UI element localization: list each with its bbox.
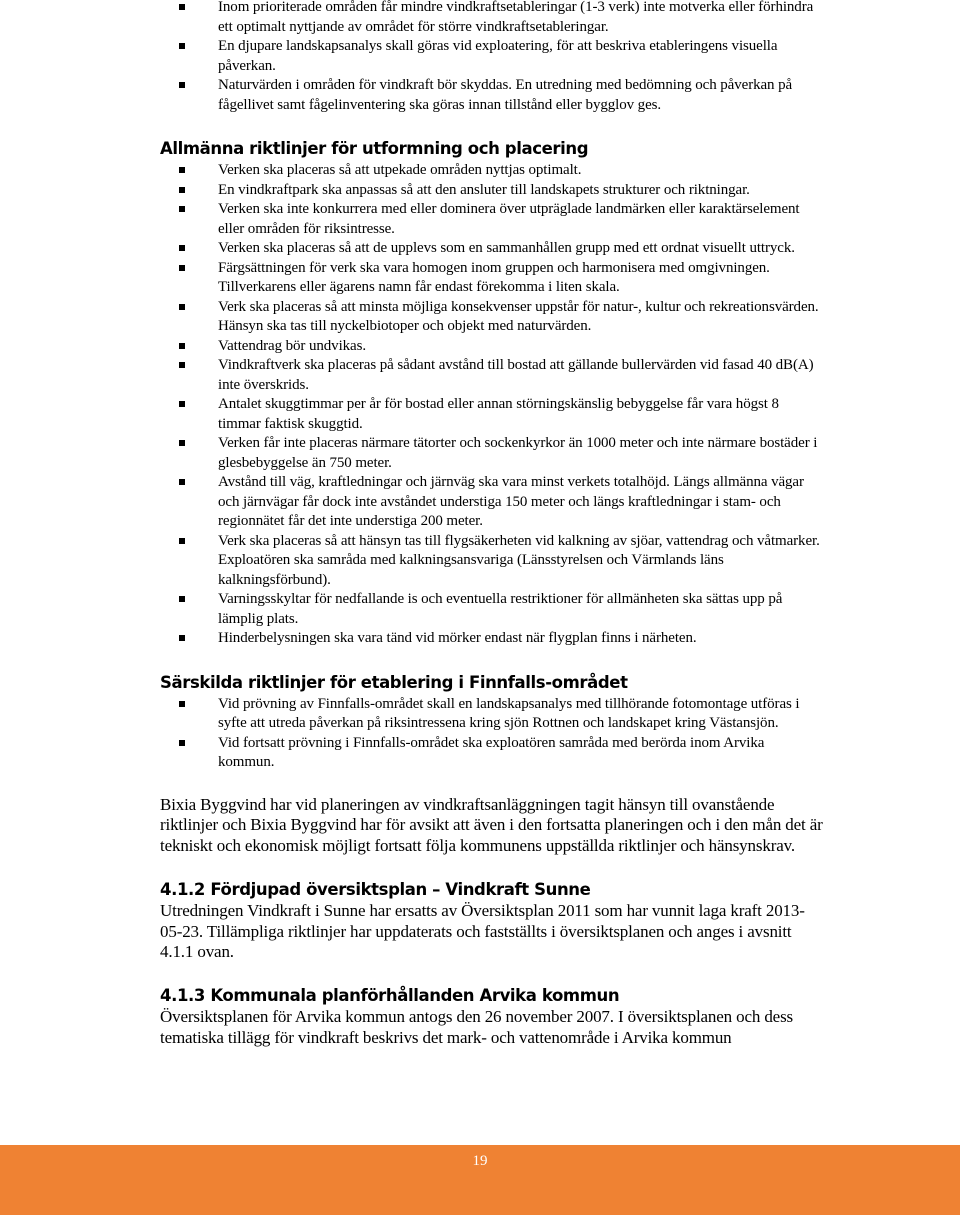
bullet-icon xyxy=(179,82,185,88)
list-item: Hinderbelysningen ska vara tänd vid mörker endast när flygplan finns i närheten. xyxy=(160,629,820,649)
bullet-icon xyxy=(179,635,185,641)
section-heading-finnfall: Särskilda riktlinjer för etablering i Finnfalls-området xyxy=(160,672,628,692)
list-item: En vindkraftpark ska anpassas så att den ansluter till landskapets strukturer och riktningar. xyxy=(160,181,820,201)
bullet-list-finnfall xyxy=(0,695,960,773)
bullet-list-general xyxy=(0,161,960,649)
list-item: Antalet skuggtimmar per år för bostad eller annan störningskänslig bebyggelse får vara högst 8 timmar faktisk skuggtid. xyxy=(160,395,820,434)
list-item: Verken ska placeras så att de upplevs som en sammanhållen grupp med ett ordnat visuellt uttryck. xyxy=(160,239,820,259)
bullet-icon xyxy=(179,440,185,446)
list-item: Verk ska placeras så att minsta möjliga konsekvenser uppstår för natur-, kultur och rekreationsvärden. Hänsyn ska tas till nyckelbiotoper och objekt med naturvärden. xyxy=(160,298,820,337)
bullet-icon xyxy=(179,701,185,707)
list-item: Avstånd till väg, kraftledningar och järnväg ska vara minst verkets totalhöjd. Längs allmänna vägar och järnvägar får dock inte avståndet understiga 150 meter och längs kraftledningar i stam- och regionnätet får det inte understiga 200 meter. xyxy=(160,473,820,532)
bullet-icon xyxy=(179,187,185,193)
bullet-icon xyxy=(179,740,185,746)
list-item: Vid fortsatt prövning i Finnfalls-området ska exploatören samråda med berörda inom Arvika kommun. xyxy=(160,734,820,773)
list-item: Naturvärden i områden för vindkraft bör skyddas. En utredning med bedömning och påverkan på fågellivet samt fågelinventering ska göras innan tillstånd eller bygglov ges. xyxy=(160,76,820,115)
list-item: Verken ska placeras så att utpekade områden nyttjas optimalt. xyxy=(160,161,820,181)
section-heading-413: 4.1.3 Kommunala planförhållanden Arvika kommun xyxy=(160,986,620,1006)
bullet-icon xyxy=(179,343,185,349)
bullet-icon xyxy=(179,596,185,602)
list-item: Inom prioriterade områden får mindre vindkraftsetableringar (1-3 verk) inte motverka eller förhindra ett optimalt nyttjande av området för större vindkraftsetableringar. xyxy=(160,0,820,37)
list-item: Färgsättningen för verk ska vara homogen inom gruppen och harmonisera med omgivningen. Tillverkarens eller ägarens namn får endast förekomma i liten skala. xyxy=(160,259,820,298)
bullet-icon xyxy=(179,401,185,407)
bullet-icon xyxy=(179,304,185,310)
bullet-icon xyxy=(179,479,185,485)
list-item: Verk ska placeras så att hänsyn tas till flygsäkerheten vid kalkning av sjöar, vattendrag och våtmarker. Exploatören ska samråda med kalkningsansvariga (Länsstyrelsen och Värmlands läns kalkningsförbund). xyxy=(160,532,820,591)
bullet-icon xyxy=(179,245,185,251)
list-item: Varningsskyltar för nedfallande is och eventuella restriktioner för allmänheten ska sättas upp på lämplig plats. xyxy=(160,590,820,629)
bullet-icon xyxy=(179,206,185,212)
list-item: Verken ska inte konkurrera med eller dominera över utpräglade landmärken eller karaktärselement eller områden för riksintresse. xyxy=(160,200,820,239)
bullet-icon xyxy=(179,43,185,49)
list-item: Vattendrag bör undvikas. xyxy=(160,337,820,357)
paragraph-bixia: Bixia Byggvind har vid planeringen av vindkraftsanläggningen tagit hänsyn till ovanstående riktlinjer och Bixia Byggvind har för avsikt att även i den fortsatta planeringen och i den mån det är tekniskt och ekonomisk möjligt fortsatt följa kommunens uppställda riktlinjer och hänsynskrav. xyxy=(160,794,823,856)
list-item: Verken får inte placeras närmare tätorter och sockenkyrkor än 1000 meter och inte närmare bostäder i glesbebyggelse än 750 meter. xyxy=(160,434,820,473)
paragraph-413: Översiktsplanen för Arvika kommun antogs den 26 november 2007. I översiktsplanen och dess tematiska tillägg för vindkraft beskrivs det mark- och vattenområde i Arvika kommun xyxy=(160,1007,793,1048)
list-item: En djupare landskapsanalys skall göras vid exploatering, för att beskriva etableringens visuella påverkan. xyxy=(160,37,820,76)
bullet-list-top xyxy=(0,0,960,115)
page-number: 19 xyxy=(472,1153,488,1169)
bullet-icon xyxy=(179,538,185,544)
list-item: Vindkraftverk ska placeras på sådant avstånd till bostad att gällande bullervärden vid fasad 40 dB(A) inte överskrids. xyxy=(160,356,820,395)
bullet-icon xyxy=(179,4,185,10)
bullet-icon xyxy=(179,265,185,271)
page-footer xyxy=(0,1145,960,1215)
list-item: Vid prövning av Finnfalls-området skall en landskapsanalys med tillhörande fotomontage utföras i syfte att utreda påverkan på riksintressena kring sjön Rottnen och landskapet kring Västansjön. xyxy=(160,695,820,734)
section-heading-general: Allmänna riktlinjer för utformning och placering xyxy=(160,139,589,158)
paragraph-412: Utredningen Vindkraft i Sunne har ersatts av Översiktsplan 2011 som har vunnit laga kraft 2013-05-23. Tillämpliga riktlinjer har uppdaterats och fastställts i översiktsplanen och anges i avsnitt 4.1.1 ovan. xyxy=(160,900,805,962)
bullet-icon xyxy=(179,362,185,368)
section-heading-412: 4.1.2 Fördjupad översiktsplan – Vindkraft Sunne xyxy=(160,879,591,899)
bullet-icon xyxy=(179,167,185,173)
